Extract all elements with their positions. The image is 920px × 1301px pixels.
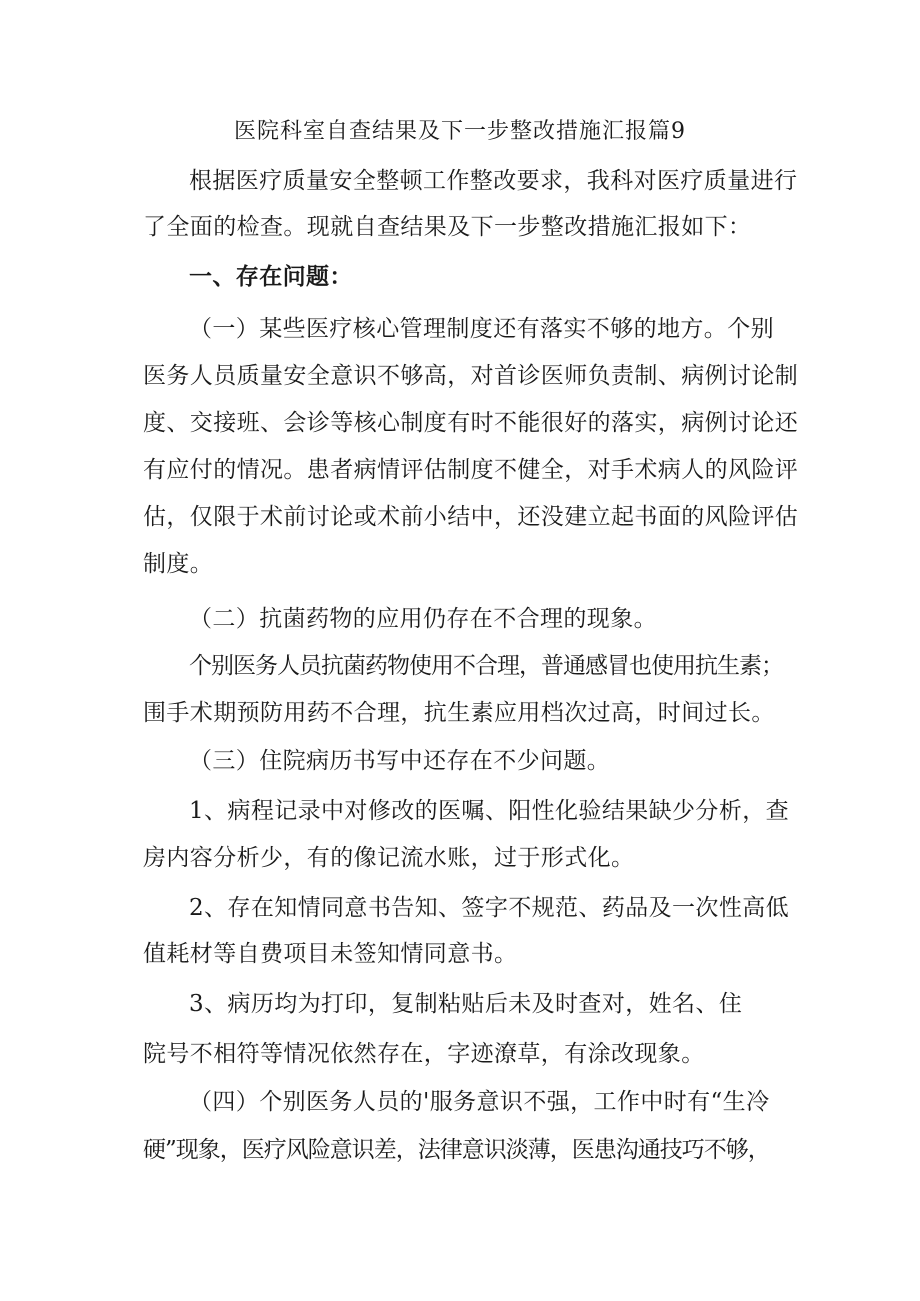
paragraph-line: 院号不相符等情况依然存在，字迹潦草，有涂改现象。: [143, 1041, 705, 1067]
paragraph-line: 了全面的检查。现就自查结果及下一步整改措施汇报如下：: [143, 214, 752, 240]
section-heading: 一、存在问题：: [189, 263, 353, 290]
paragraph-line: 有应付的情况。患者病情评估制度不健全，对手术病人的风险评: [143, 457, 799, 483]
paragraph-line: 2、存在知情同意书告知、签字不规范、药品及一次性高低: [189, 895, 790, 921]
paragraph-line: 房内容分析少，有的像记流水账，过于形式化。: [143, 845, 635, 871]
paragraph-line: 度、交接班、会诊等核心制度有时不能很好的落实，病例讨论还: [143, 410, 799, 436]
paragraph-line: 个别医务人员抗菌药物使用不合理，普通感冒也使用抗生素；: [189, 653, 783, 679]
subsection-heading: （四）个别医务人员的'服务意识不强，工作中时有“生冷: [189, 1089, 770, 1115]
paragraph-line: 制度。: [143, 551, 214, 577]
paragraph-line: 医务人员质量安全意识不够高，对首诊医师负责制、病例讨论制: [143, 363, 799, 389]
paragraph-line: 3、病历均为打印，复制粘贴后未及时查对，姓名、住: [189, 991, 743, 1017]
paragraph-line: 估，仅限于术前讨论或术前小结中，还没建立起书面的风险评估: [143, 504, 799, 530]
document-title: 医院科室自查结果及下一步整改措施汇报篇9: [234, 119, 686, 144]
subsection-heading: （三）住院病历书写中还存在不少问题。: [189, 748, 611, 774]
paragraph-line: （一）某些医疗核心管理制度还有落实不够的地方。个别: [189, 316, 774, 342]
paragraph-line: 值耗材等自费项目未签知情同意书。: [143, 941, 518, 967]
paragraph-line: 1、病程记录中对修改的医嘱、阳性化验结果缺少分析，查: [189, 798, 790, 824]
paragraph-line: 围手术期预防用药不合理，抗生素应用档次过高，时间过长。: [143, 700, 775, 726]
paragraph-line: 硬”现象，医疗风险意识差，法律意识淡薄，医患沟通技巧不够，: [143, 1137, 770, 1163]
paragraph-line: 根据医疗质量安全整顿工作整改要求，我科对医疗质量进行: [189, 168, 798, 194]
subsection-heading: （二）抗菌药物的应用仍存在不合理的现象。: [189, 606, 657, 632]
